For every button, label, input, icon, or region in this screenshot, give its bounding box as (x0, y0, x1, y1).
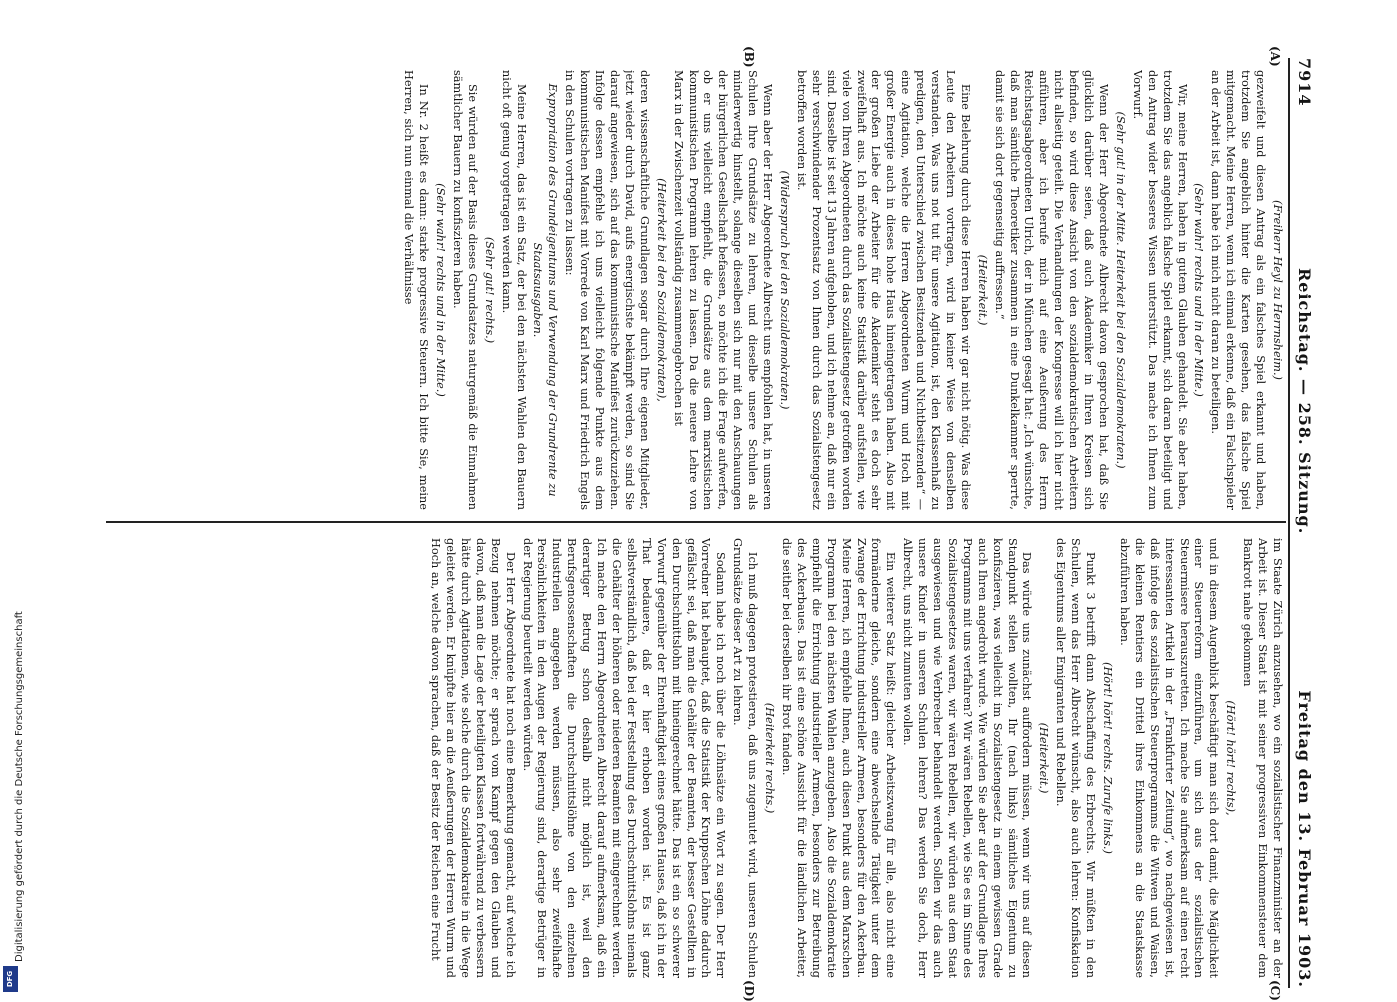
right-column (104, 538, 1284, 978)
interjection: (Heiterkeit bei den Sozialdemokraten), (654, 178, 668, 402)
paragraph: deren wissenschaftliche Grundlagen sogar durch Ihre eigenen Mitglieder, jetzt wieder durch David, aufs energischste bekämpft werden, so sind Sie darauf angewiesen, sich auf das kommunistische Manifest zurückzuziehen. Infolge dessen empfehle ich uns vielleicht folgende Punkte aus dem kommunistischen Manifest mit Vorrede von Karl Marx und Friedrich Engels in den Schulen vortragen zu lassen: (563, 70, 651, 510)
paragraph: im Staate Zürich anzusehen, wo ein sozialistischer Finanzminister an der Arbeit ist. Dieser Staat ist mit seiner progressiven Einkommensteuer dem Bankrott nahe gekommen (1241, 538, 1284, 978)
interjection: (Sehr gut! in der Mitte. Heiterkeit bei den Sozialdemokraten.) (1113, 111, 1127, 469)
margin-mark-d: (D) (742, 980, 756, 1002)
funding-note: Digitalisierung gefördert durch die Deutsche Forschungsgemeinschaft (14, 611, 25, 962)
speaker-attribution: (Freiherr Heyl zu Herrnsheim.) (1271, 200, 1284, 380)
digitization-footer (2, 0, 25, 1000)
margin-mark-b: (B) (742, 46, 756, 68)
paragraph: Wir, meine Herren, haben in gutem Glauben gehandelt. Sie aber haben, trotzdem Sie das angeblich falsche Spiel erkannt, sich daran beteiligt und den Antrag wider besseres Wissen unterstützt. Das mache ich Ihnen zum Vorwurf. (1130, 70, 1189, 510)
margin-mark-c: (C) (1268, 980, 1282, 1001)
left-column (104, 70, 1284, 510)
column-divider (106, 521, 1286, 523)
paragraph: Ich muß dagegen protestieren, daß uns zugemutet wird, unseren Schulen Grundsätze dieser Art zu lehren. (731, 538, 760, 978)
rotated-page-content (90, 46, 1316, 1002)
interjection: (Hört! hört! rechts), (1224, 700, 1238, 816)
paragraph: Wenn aber der Herr Abgeordnete Albrecht uns empfohlen hat, in unseren Schulen Ihre Grundsätze zu lehren, und dieselbe unsere Schulen als minderwertig hinstellt, solange dieselben sich nur mit den Anschauungen der bürgerlichen Gesellschaft befassen, so möchte ich die Frage aufwerfen, ob er uns vielleicht empfiehlt, die Grundsätze aus dem marxistischen kommunistischen Programm lehren zu lassen. Da die neuere Lehre von Marx in der Zwischenzeit vollständig zusammengebrochen ist (671, 70, 775, 510)
interjection: (Sehr wahr! rechts und in der Mitte.) (1192, 183, 1206, 397)
interjection: (Heiterkeit rechts.) (763, 702, 777, 814)
dfg-logo-text: DFG (6, 970, 15, 988)
paragraph: Das würde uns zunächst auffordern müssen, wenn wir uns auf diesen Standpunkt stellen wollten, Ihr (nach links) sämtliches Eigentum zu konfiszieren, was vielleicht im Sozialistengesetz in einem gewissen Grade auch Ihren angedroht wurde. Wie würden Sie aber auf der Grundlage Ihres Programms mit uns verfahren? Wir wären Rebellen, wie Sie es im Sinne des Sozialistengesetzes waren, wir wären Rebellen, wir würden aus dem Staat ausgewiesen und wie Verbrecher behandelt werden. Sollen wir das auch unsere Kinder in unseren Schulen lehren? Das werden Sie doch, Herr Albrecht, uns nicht zumuten wollen. (901, 538, 1034, 978)
quoted-point: Expropriation des Grundeigentums und Verwendung der Grundrente zu Staatsausgaben. (531, 83, 560, 497)
interjection: (Hört! hört! rechts. Zurufe links.) (1101, 662, 1115, 854)
page-number: 7914 (1295, 58, 1314, 107)
header-date: Freitag den 13. Februar 1903. (1295, 690, 1314, 988)
paragraph: und in diesem Augenblick beschäftigt man sich dort damit, die Mäglichkeit einer Steuerreform einzuführen, um sich aus der sozialistischen Steuermisere herauszuretten. Ich mache Sie aufmerksam auf einen recht interessanten Artikel in der „Frankfurter Zeitung“, wo nachgewiesen ist, daß infolge des sozialistischen Steuerprogramms die Witwen und Waisen, die kleinen Rentiers ein Drittel ihres Einkommens an die Staatskasse abzuführen haben. (1117, 538, 1221, 978)
dfg-logo (3, 966, 18, 992)
interjection: (Widerspruch bei den Sozialdemokraten.) (778, 170, 791, 410)
paragraph: Ein weiterer Satz heißt: gleicher Arbeitszwang für alle, also nicht eine formänderne gleiche, sondern eine abwechselnde Tätigkeit unter dem Zwange der Errichtung industrieller Armeen, besonders für den Ackerbau. Meine Herren, ich empfehle Ihnen, auch diesen Punkt aus dem Marxschen Programm bei den nächsten Wahlen anzugeben. Also die Sozialdemokratie empfiehlt die Errichtung industrieller Armeen, besonders zur Betreibung des Ackerbaues. Das ist eine schöne Aussicht für die ländlichen Arbeiter, die seither bei derselben ihr Brot fanden. (780, 538, 898, 978)
paragraph: Sie würden auf der Basis dieses Grundsatzes naturgemäß die Einnahmen sämtlicher Bauern zu konfiszieren haben. (450, 70, 479, 510)
margin-mark-a: (A) (1268, 46, 1282, 67)
paragraph: Eine Belehrung durch diese Herren haben wir gar nicht nötig. Was diese Leute den Arbeitern vortragen, wird in keiner Weise von denselben verstanden. Was uns not tut für unsere Agitation, ist, den Klassenhaß zu predigen, den Unterschied zwischen Besitzenden und Nichtbesitzenden“ — eine Agitation, welche die Herren Abgeordneten Wurm und Hoch mit großer Energie auch in dieses hohe Haus hineingetragen haben. Also mit der großen Liebe der Arbeiter für die Akademiker steht es doch sehr zweifelhaft aus. Ich möchte auch keine Statistik darüber aufstellen, wie viele von Ihren Abgeordneten durch das Sozialistengesetz getroffen worden sind. Dasselbe ist seit 13 Jahren aufgehoben, und ich nehme an, daß nur ein sehr verschwindender Prozentsatz von Ihnen durch das Sozialistengesetz betroffen worden ist. (794, 70, 972, 510)
header-title: Reichstag. — 258. Sitzung. (1295, 268, 1314, 535)
header-rule (1288, 58, 1290, 988)
interjection: (Heiterkeit.) (1037, 722, 1051, 794)
interjection: (Sehr wahr! rechts und in der Mitte.) (434, 183, 448, 397)
paragraph: In Nr. 2 heißt es dann: starke progressive Steuern. Ich bitte Sie, meine Herren, sich nun einmal die Verhältnisse (402, 70, 431, 510)
paragraph: Sodann habe ich noch über die Löhnsätze ein Wort zu sagen. Der Herr Vorredner hat behauptet, daß die Statistik der Kruppschen Löhne dadurch gefälscht sei, daß man die Gehälter der Beamten, der besser Gestellten in den Durchschnittslohn mit hineingerechnet hätte. Das ist ein so schwerer Vorwurf gegenüber der Ehrenhaftigkeit eines großen Hauses, daß ich in der That bedauere, daß er hier erhoben worden ist. Es ist ganz selbstverständlich, daß bei der Feststellung des Durchschnittslohns niemals die Gehälter der höheren oder niederen Beamten mit eingerechnet werden. Ich mache den Herrn Abgeordneten Albrecht darauf aufmerksam, daß ein derartiger Betrug schon deshalb nicht möglich ist, weil den Berufsgenossenschaften die Durchschnittslöhne von den einzelnen Industriellen angegeben werden müssen, also sehr zweifelhafte Persönlichkeiten in den Augen der Regierung sind, derartige Betrüger in der Regierung beurteilt werden würden. (520, 538, 728, 978)
paragraph: Der Herr Abgeordnete hat noch eine Bemerkung gemacht, auf welche ich Bezug nehmen möchte; er sprach vom Kampf gegen den Glauben und davon, daß man die Lage der beteiligten Klassen fortwährend zu verbessern hätte durch Agitationen, wie solche durch die Sozialdemokratie in die Wege geleitet werden. Er knüpfte hier an die Aeußerungen der Herren Wurm und Hoch an, welche davon sprachen, daß der Besitz der Reichen eine Frucht (429, 538, 517, 978)
paragraph: gezweifelt und diesen Antrag als ein falsches Spiel erkannt und haben, trotzdem Sie angeblich hinter die Karten gesehen, das falsche Spiel mitgemacht. Meine Herren, wenn ich einmal erkenne, daß ein Falschspieler an der Arbeit ist, dann habe ich mich nicht daran zu beteiligen. (1209, 70, 1268, 510)
paragraph: Wenn der Herr Abgeordnete Albrecht davon gesprochen hat, daß Sie glücklich darüber seien, daß auch Akademiker in Ihren Kreisen sich befinden, so wird diese Ansicht von den sozialdemokratischen Arbeitern nicht allseitig geteilt. Die Verhandlungen der Kongresse will ich hier nicht anführen, aber ich berufe mich auf eine Aeußerung des Herrn Reichstagsabgeordneten Ulrich, der in München gesagt hat: „Ich wünschte, daß man sämtliche Theoretiker zusammen in eine Dunkelkammer sperrte, damit sie sich dort gegenseitig auffressen.“ (992, 70, 1111, 510)
interjection: (Heiterkeit.) (975, 254, 989, 326)
page-header (1290, 58, 1316, 988)
paragraph: Meine Herren, das ist ein Satz, der bei den nächsten Wahlen den Bauern nicht oft genug vorgetragen werden kann. (499, 70, 528, 510)
paragraph: Punkt 3 betrifft dann Abschaffung des Erbrechts. Wir müßten in den Schulen, wenn das Herr Albrecht wünscht, also auch lehren: Konfiskation des Eigentums aller Emigranten und Rebellen. (1054, 538, 1098, 978)
interjection: (Sehr gut! rechts.) (482, 236, 496, 344)
